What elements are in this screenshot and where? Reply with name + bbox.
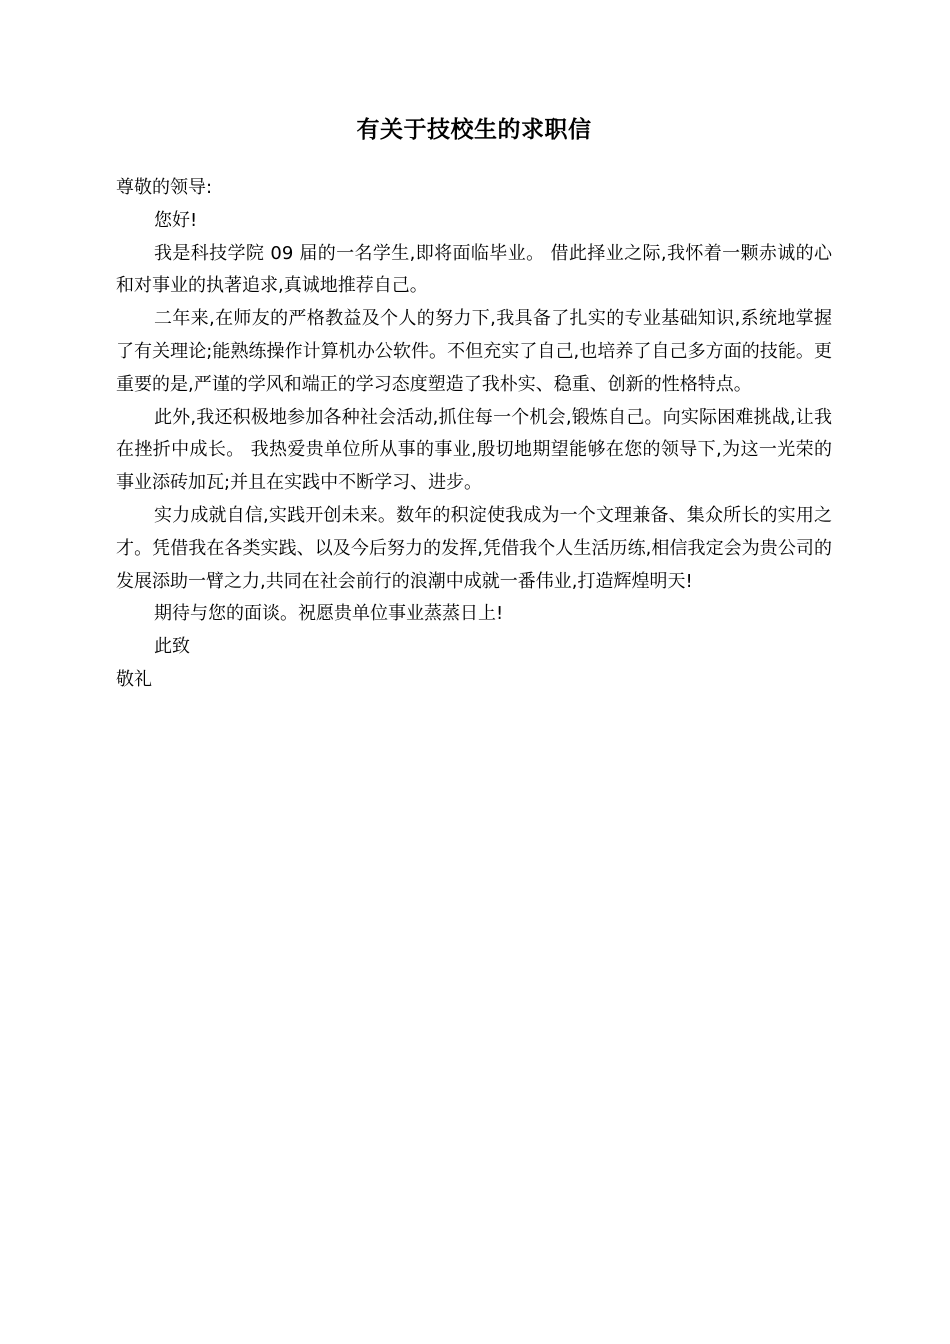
greeting: 您好! (154, 209, 198, 231)
salutation: 尊敬的领导: (116, 177, 213, 198)
paragraph-education: 二年来,在师友的严格教益及个人的努力下,我具备了扎实的专业基础知识,系统地掌握了有关理论;能熟练操作计算机办公软件。不但充实了自己,也培养了自己多方面的技能。更重要的是,严谨的学风和端正的学习态度塑造了我朴实、稳重、创新的性格特点。 (116, 308, 832, 395)
closing-jingli: 敬礼 (116, 668, 152, 690)
document-title: 有关于技校生的求职信 (356, 117, 592, 143)
paragraph-expectation: 期待与您的面谈。祝愿贵单位事业蒸蒸日上! (154, 603, 504, 625)
closing-cizhi: 此致 (154, 636, 190, 658)
letter-page (116, 112, 832, 697)
paragraph-activities: 此外,我还积极地参加各种社会活动,抓住每一个机会,锻炼自己。向实际困难挑战,让我在挫折中成长。 我热爱贵单位所从事的事业,殷切地期望能够在您的领导下,为这一光荣的事业添砖加瓦;并且在实践中不断学习、进步。 (116, 406, 832, 494)
paragraph-introduction: 我是科技学院 09 届的一名学生,即将面临毕业。 借此择业之际,我怀着一颗赤诚的心和对事业的执著追求,真诚地推荐自己。 (116, 242, 832, 297)
paragraph-confidence: 实力成就自信,实践开创未来。数年的积淀使我成为一个文理兼备、集众所长的实用之才。凭借我在各类实践、以及今后努力的发挥,凭借我个人生活历练,相信我定会为贵公司的发展添助一臂之力,共同在社会前行的浪潮中成就一番伟业,打造辉煌明天! (116, 504, 832, 592)
